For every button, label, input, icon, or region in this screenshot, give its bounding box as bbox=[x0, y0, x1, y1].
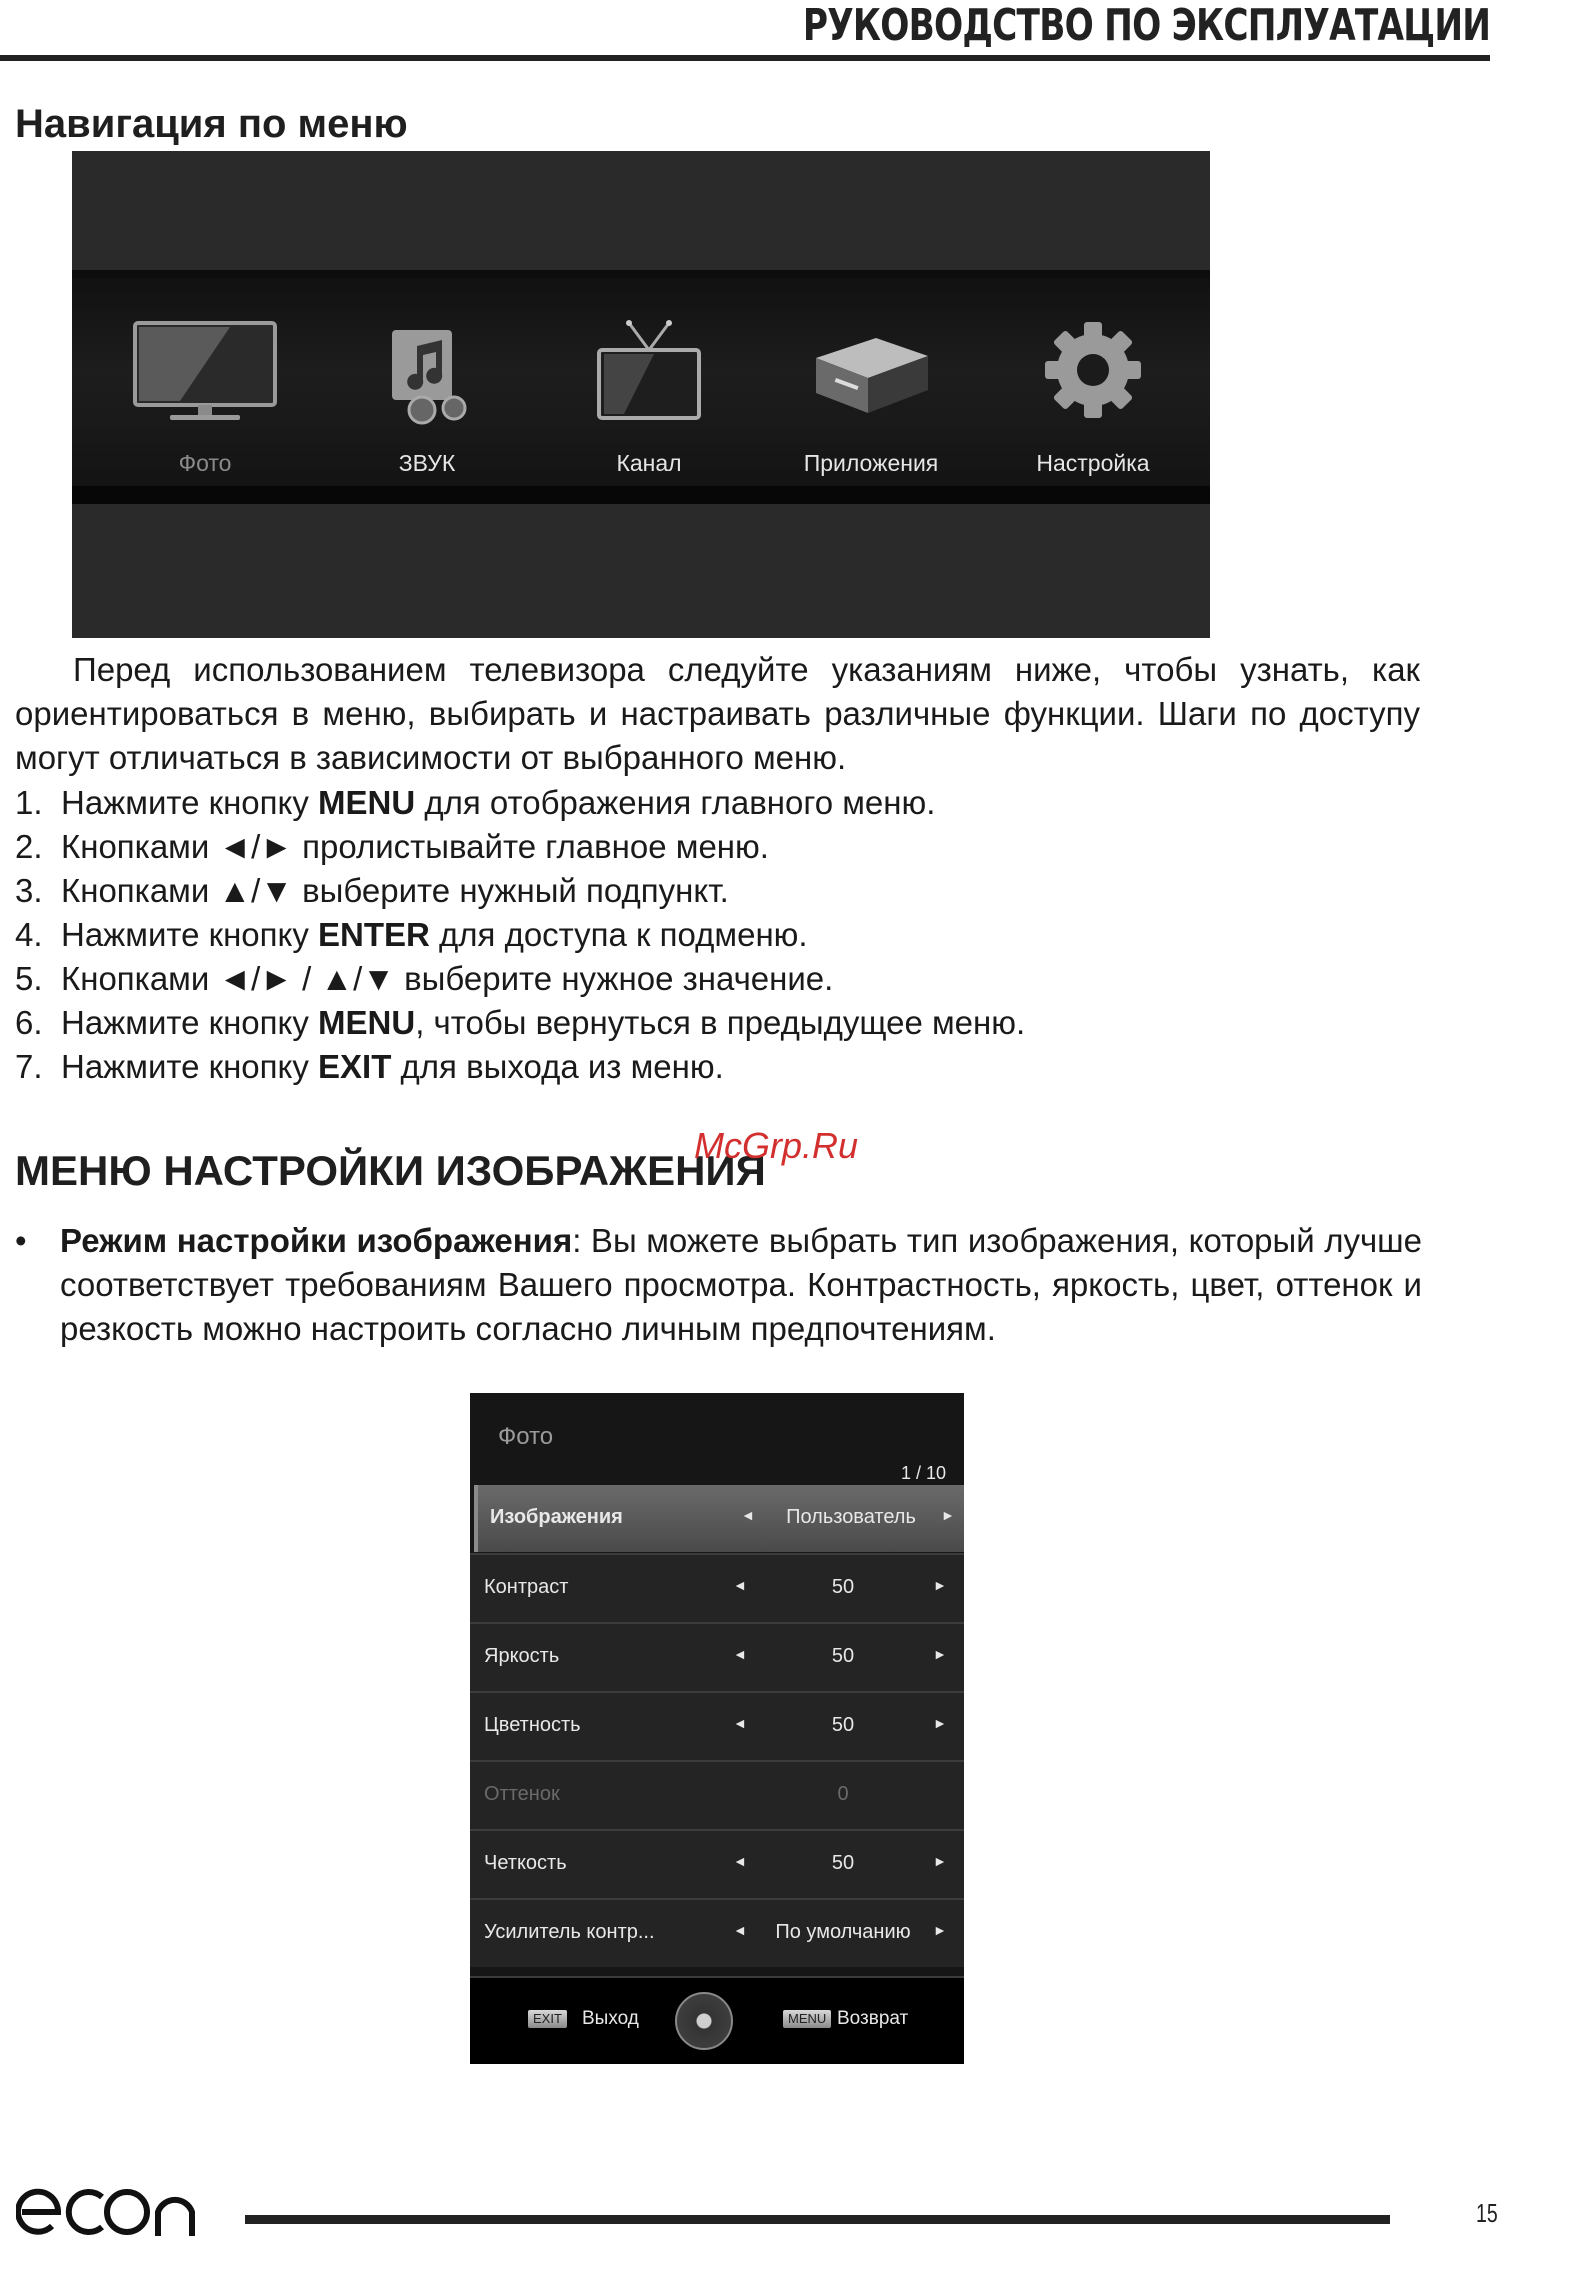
arrow-left-icon[interactable]: ◄ bbox=[733, 1715, 747, 1731]
menu-item-label: Настройка bbox=[1036, 450, 1150, 476]
steps-list bbox=[15, 781, 1025, 1089]
menu-row-color[interactable]: Цветность ◄ 50 ► bbox=[470, 1691, 964, 1760]
exit-key-label: Выход bbox=[582, 2008, 639, 2029]
arrow-left-icon[interactable]: ◄ bbox=[733, 1853, 747, 1869]
step-item: 6. Нажмите кнопку MENU, чтобы вернуться в предыдущее меню. bbox=[15, 1004, 1026, 1041]
step-item: 7. Нажмите кнопку EXIT для выхода из меню. bbox=[15, 1048, 724, 1085]
page-number: 15 bbox=[1476, 2198, 1498, 2228]
econ-logo bbox=[16, 2180, 196, 2240]
menu-row-sharpness[interactable]: Четкость ◄ 50 ► bbox=[470, 1829, 964, 1898]
menu-title: Фото bbox=[498, 1423, 554, 1450]
picture-mode-paragraph bbox=[60, 1219, 1422, 1351]
arrow-left-icon[interactable]: ◄ bbox=[733, 1577, 747, 1593]
arrow-left-icon[interactable]: ◄ bbox=[741, 1507, 755, 1523]
step-item: 5. Кнопками ◄/► / ▲/▼ выберите нужное значение. bbox=[15, 960, 834, 997]
menu-item-label: ЗВУК bbox=[398, 450, 456, 476]
menu-row-picture-mode[interactable]: Изображения ◄ Пользователь ► bbox=[474, 1485, 964, 1552]
menu-item-apps[interactable] bbox=[771, 278, 971, 486]
tv-screen-icon bbox=[130, 318, 280, 428]
menu-item-channel[interactable] bbox=[549, 278, 749, 486]
navigation-pad-icon bbox=[675, 1992, 733, 2050]
arrow-right-icon[interactable]: ► bbox=[933, 1922, 947, 1938]
bullet-icon: • bbox=[15, 1222, 27, 1259]
menu-key-badge[interactable]: MENU bbox=[783, 2010, 831, 2028]
picture-mode-description: : Вы можете выбрать тип изображения, который лучше соответствует требованиям Вашего просмотра. Контрастность, яркость, цвет, оттенок и резкость можно настроить согласно личным предпочтениям. bbox=[60, 1222, 1423, 1347]
watermark: McGrp.Ru bbox=[694, 1125, 859, 1166]
menu-item-photo[interactable] bbox=[105, 278, 305, 486]
document-header-title: РУКОВОДСТВО ПО ЭКСПЛУАТАЦИИ bbox=[802, 0, 1490, 51]
menu-band-bottom bbox=[72, 486, 1210, 504]
arrow-left-icon[interactable]: ◄ bbox=[733, 1922, 747, 1938]
step-item: 4. Нажмите кнопку ENTER для доступа к подменю. bbox=[15, 916, 808, 953]
menu-item-label: Приложения bbox=[803, 450, 939, 476]
menu-item-settings[interactable] bbox=[993, 278, 1193, 486]
menu-band-top bbox=[72, 270, 1210, 278]
menu-row-contrast-enhancer[interactable]: Усилитель контр... ◄ По умолчанию ► bbox=[470, 1898, 964, 1967]
music-note-icon bbox=[372, 318, 482, 428]
step-item: 3. Кнопками ▲/▼ выберите нужный подпункт. bbox=[15, 872, 729, 909]
footer-rule bbox=[245, 2215, 1390, 2224]
picture-mode-term: Режим настройки изображения bbox=[60, 1222, 573, 1259]
arrow-right-icon[interactable]: ► bbox=[933, 1577, 947, 1593]
section-heading-navigation: Навигация по меню bbox=[15, 102, 408, 146]
menu-item-label: Канал bbox=[616, 450, 682, 476]
menu-row-tint: Оттенок 0 bbox=[470, 1760, 964, 1829]
step-item: 1. Нажмите кнопку MENU для отображения главного меню. bbox=[15, 784, 936, 821]
arrow-right-icon[interactable]: ► bbox=[933, 1715, 947, 1731]
arrow-right-icon[interactable]: ► bbox=[933, 1646, 947, 1662]
step-item: 2. Кнопками ◄/► пролистывайте главное меню. bbox=[15, 828, 769, 865]
menu-row-contrast[interactable]: Контраст ◄ 50 ► bbox=[470, 1553, 964, 1622]
menu-item-sound[interactable] bbox=[327, 278, 527, 486]
menu-band bbox=[72, 278, 1210, 486]
exit-key-badge[interactable]: EXIT bbox=[528, 2010, 567, 2028]
section-heading-picture: МЕНЮ НАСТРОЙКИ ИЗОБРАЖЕНИЯ bbox=[15, 1147, 766, 1194]
gear-icon bbox=[1038, 318, 1148, 428]
arrow-right-icon[interactable]: ► bbox=[941, 1507, 955, 1523]
menu-item-label: Фото bbox=[178, 450, 232, 476]
tv-main-menu-screenshot bbox=[72, 151, 1210, 638]
menu-row-brightness[interactable]: Яркость ◄ 50 ► bbox=[470, 1622, 964, 1691]
intro-paragraph: Перед использованием телевизора следуйте указаниям ниже, чтобы узнать, как ориентироваться в меню, выбирать и настраивать различные функции. Шаги по доступу могут отличаться в зависимости от выбранного меню. bbox=[15, 651, 1420, 776]
arrow-right-icon[interactable]: ► bbox=[933, 1853, 947, 1869]
header-rule bbox=[0, 55, 1490, 61]
page-indicator: 1 / 10 bbox=[900, 1463, 946, 1483]
menu-key-label: Возврат bbox=[837, 2008, 909, 2029]
picture-settings-menu bbox=[470, 1393, 964, 2062]
arrow-left-icon[interactable]: ◄ bbox=[733, 1646, 747, 1662]
menu-footer bbox=[470, 1976, 964, 2064]
tv-antenna-icon bbox=[594, 318, 704, 428]
media-box-icon bbox=[806, 318, 936, 428]
